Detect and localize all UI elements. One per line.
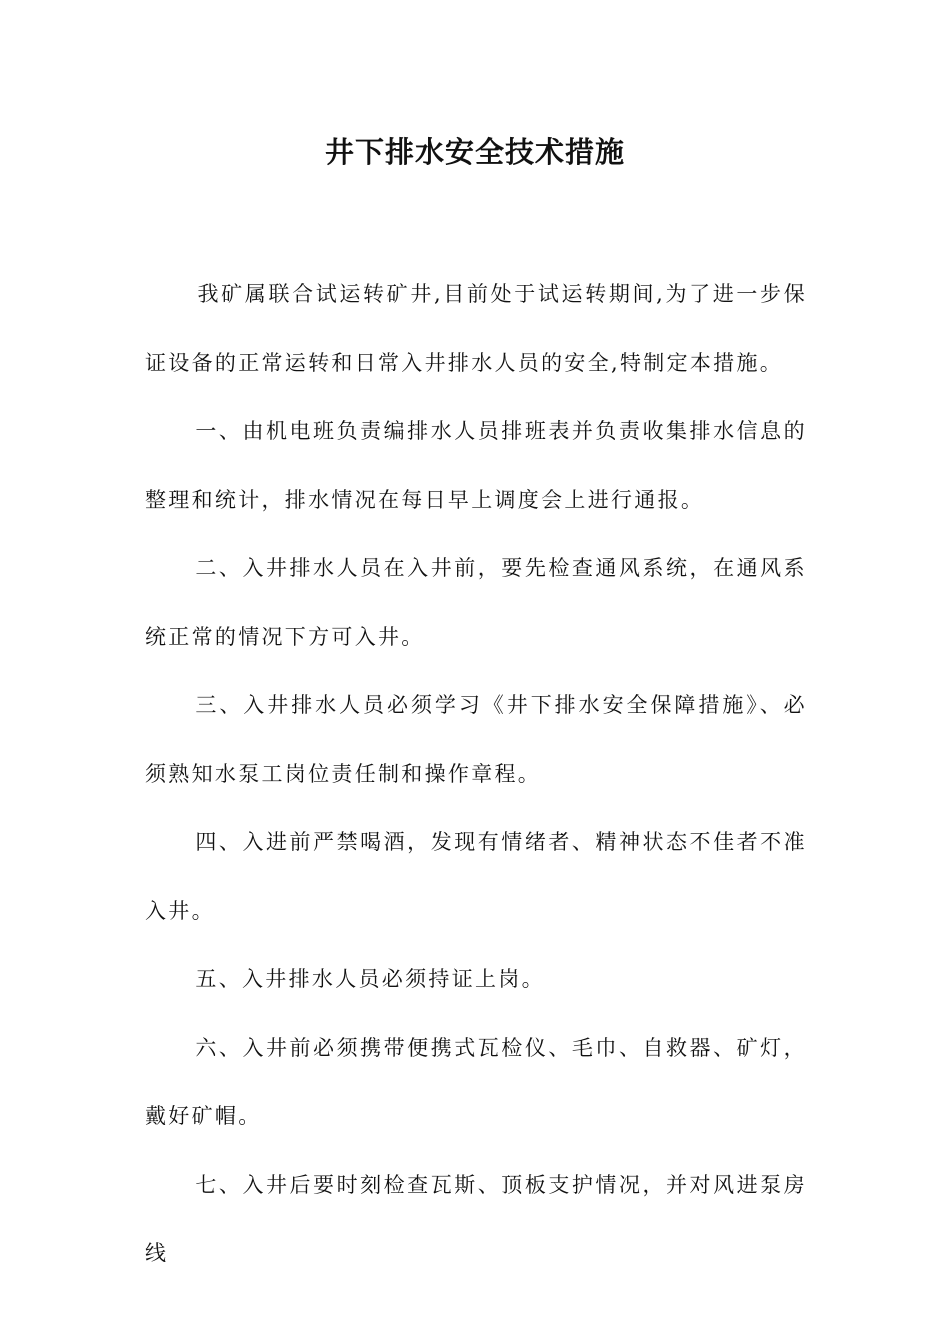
paragraph-item-1: 一、由机电班负责编排水人员排班表并负责收集排水信息的整理和统计，排水情况在每日早上调度会上进行通报。 xyxy=(145,419,807,512)
document-body xyxy=(145,260,807,1288)
paragraph-item-6: 六、入井前必须携带便携式瓦检仪、毛巾、自救器、矿灯，戴好矿帽。 xyxy=(145,1035,807,1128)
document-title: 井下排水安全技术措施 xyxy=(324,135,625,169)
paragraph-item-3: 三、入井排水人员必须学习《井下排水安全保障措施》、必须熟知水泵工岗位责任制和操作章程。 xyxy=(145,693,807,786)
paragraph-item-5: 五、入井排水人员必须持证上岗。 xyxy=(195,967,545,991)
paragraph-item-7: 七、入井后要时刻检查瓦斯、顶板支护情况，并对风进泵房线 xyxy=(145,1172,807,1265)
paragraph-item-2: 二、入井排水人员在入井前，要先检查通风系统，在通风系统正常的情况下方可入井。 xyxy=(145,556,807,649)
paragraph-intro: 我矿属联合试运转矿井,目前处于试运转期间,为了进一步保证设备的正常运转和日常入井排水人员的安全,特制定本措施。 xyxy=(145,282,807,375)
paragraph-item-4: 四、入进前严禁喝酒，发现有情绪者、精神状态不佳者不准入井。 xyxy=(145,830,807,923)
